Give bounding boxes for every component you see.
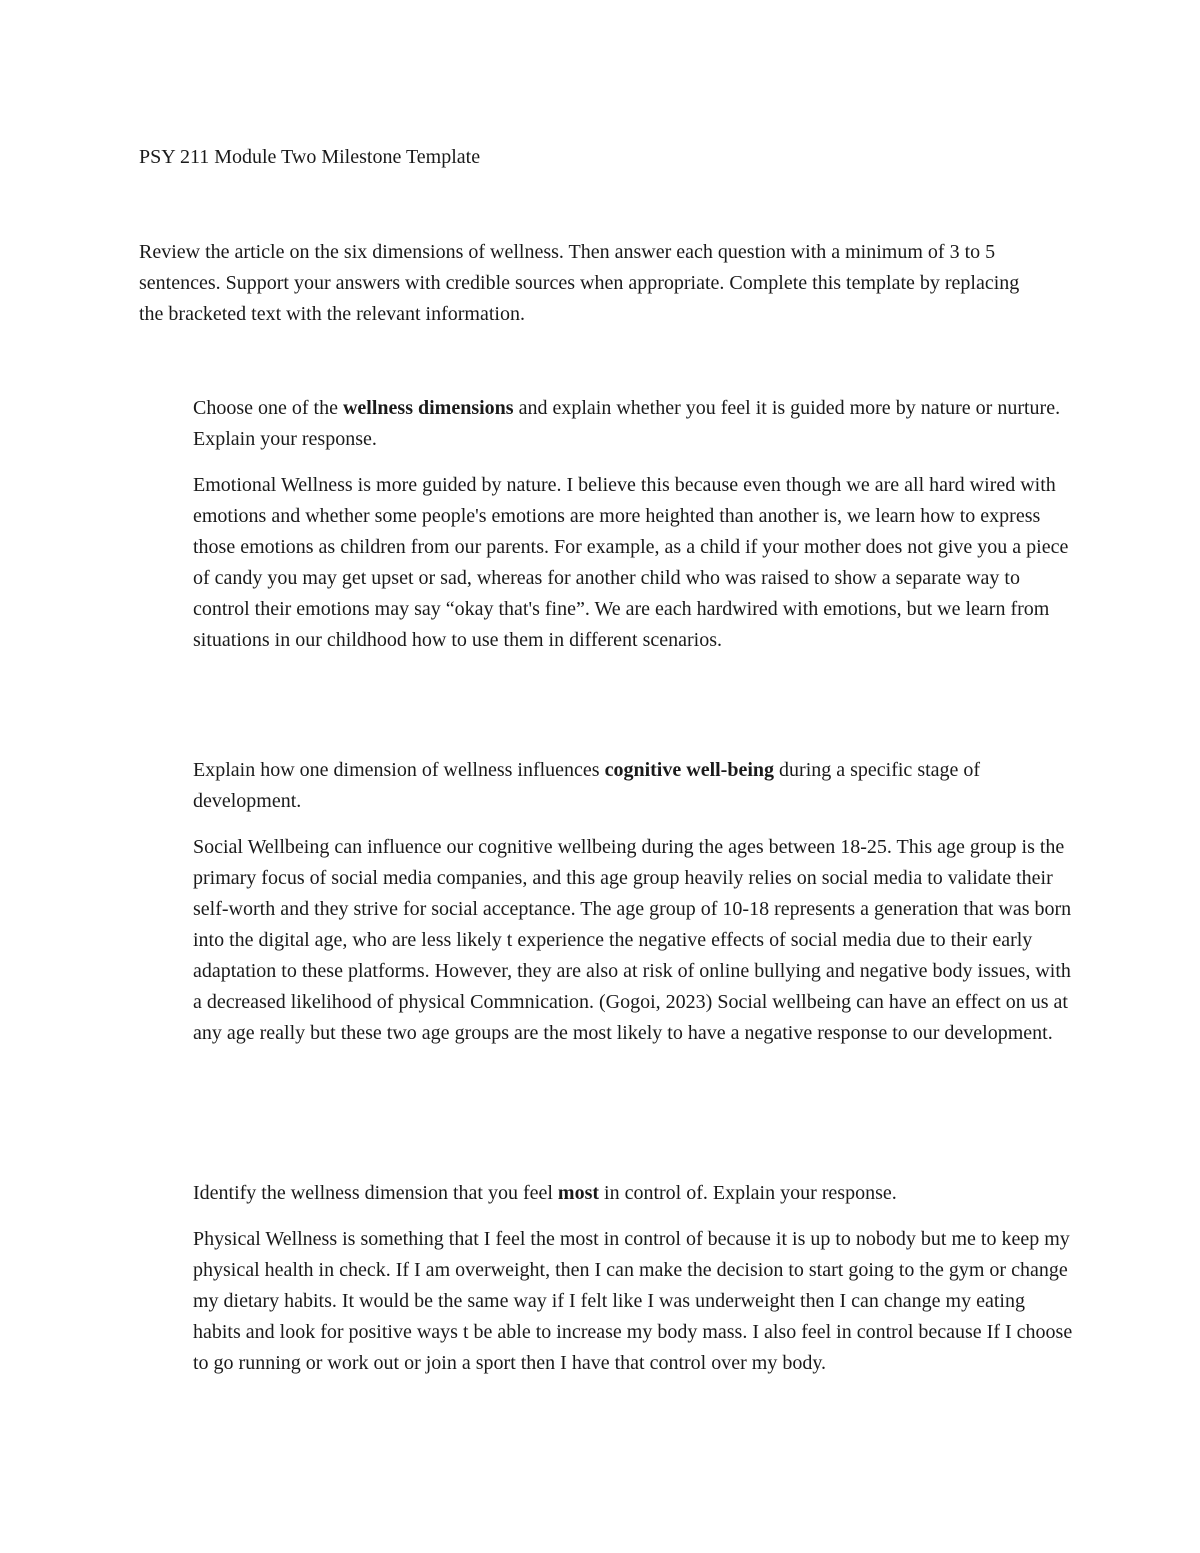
question-block-2 xyxy=(193,755,1073,1049)
instructions-paragraph: Review the article on the six dimensions of wellness. Then answer each question with a minimum of 3 to 5 sentences. Support your answers with credible sources when appropriate. Complete this template by replacing the bracketed text with the relevant information. xyxy=(139,241,1020,325)
question-3-text-pre: Identify the wellness dimension that you feel xyxy=(193,1182,558,1204)
question-1-text-post: and explain whether you feel it is guided more by nature or nurture. Explain your response. xyxy=(193,397,1061,450)
question-block-3 xyxy=(193,1178,1073,1379)
question-block-1 xyxy=(193,393,1073,656)
question-3-emphasis: most xyxy=(557,1182,600,1204)
question-1 xyxy=(193,393,1073,455)
question-2 xyxy=(193,755,1073,817)
question-1-emphasis: wellness dimensions xyxy=(342,397,514,419)
answer-3: Physical Wellness is something that I feel the most in control of because it is up to nobody but me to keep my physical health in check. If I am overweight, then I can make the decision to start going to the gym or change my dietary habits. It would be the same way if I felt like I was underweight then I can change my eating habits and look for positive ways t be able to increase my body mass. I also feel in control because If I choose to go running or work out or join a sport then I have that control over my body. xyxy=(193,1228,1073,1374)
answer-1: Emotional Wellness is more guided by nature. I believe this because even though we are all hard wired with emotions and whether some people's emotions are more heighted than another is, we learn how to express those emotions as children from our parents. For example, as a child if your mother does not give you a piece of candy you may get upset or sad, whereas for another child who was raised to show a separate way to control their emotions may say “okay that's fine”. We are each hardwired with emotions, but we learn from situations in our childhood how to use them in different scenarios. xyxy=(193,474,1069,651)
question-1-text-pre: Choose one of the xyxy=(193,397,343,419)
question-2-text-post: during a specific stage of development. xyxy=(193,759,981,812)
question-3 xyxy=(193,1178,1073,1209)
answer-2: Social Wellbeing can influence our cognitive wellbeing during the ages between 18-25. This age group is the primary focus of social media companies, and this age group heavily relies on social media to validate their self-worth and they strive for social acceptance. The age group of 10-18 represents a generation that was born into the digital age, who are less likely t experience the negative effects of social media due to their early adaptation to these platforms. However, they are also at risk of online bullying and negative body issues, with a decreased likelihood of physical Commnication. (Gogoi, 2023) Social wellbeing can have an effect on us at any age really but these two age groups are the most likely to have a negative response to our development. xyxy=(193,836,1072,1044)
document-title: PSY 211 Module Two Milestone Template xyxy=(139,146,481,168)
question-3-text-post: in control of. Explain your response. xyxy=(599,1182,897,1204)
question-2-text-pre: Explain how one dimension of wellness influences xyxy=(193,759,605,781)
question-2-emphasis: cognitive well-being xyxy=(604,759,775,781)
